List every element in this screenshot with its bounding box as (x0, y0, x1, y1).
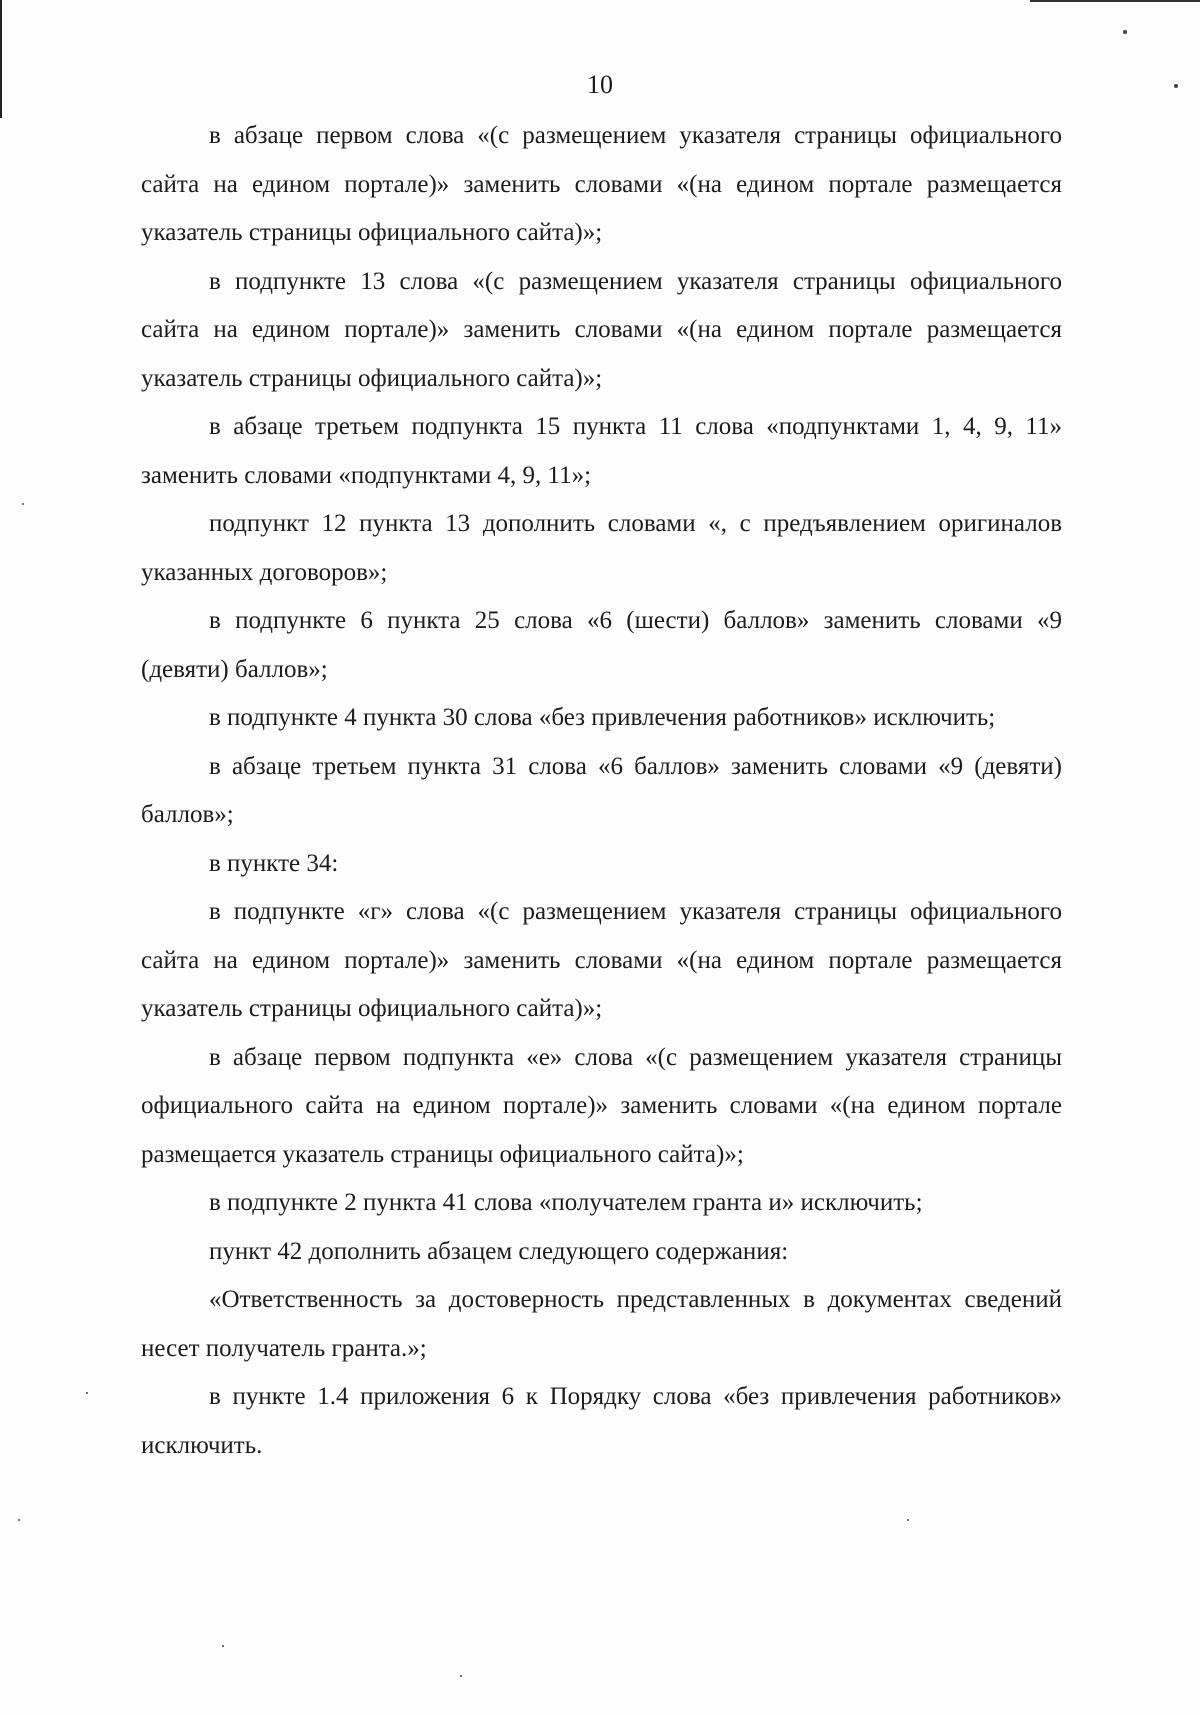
scan-edge-left (0, 0, 2, 118)
scan-speck (18, 1519, 20, 1521)
paragraph: в подпункте «г» слова «(с размещением указателя страницы официального сайта на едином портале)» заменить словами «(на едином портале размещается указатель страницы официального сайта)»; (141, 898, 1062, 1022)
paragraph: в пункте 34: (209, 849, 339, 877)
scan-speck (86, 1392, 88, 1394)
scan-speck (22, 503, 24, 505)
paragraph: в абзаце первом слова «(с размещением указателя страницы официального сайта на едином портале)» заменить словами «(на едином портале размещается указатель страницы официального сайта)»; (141, 122, 1062, 246)
paragraph: в подпункте 4 пункта 30 слова «без привлечения работников» исключить; (209, 704, 996, 731)
paragraph: в подпункте 2 пункта 41 слова «получателем гранта и» исключить; (209, 1189, 923, 1216)
paragraph: в пункте 1.4 приложения 6 к Порядку слова «без привлечения работников» исключить. (141, 1383, 1062, 1459)
scan-speck (460, 1675, 462, 1677)
page-number: 10 (587, 70, 613, 99)
paragraph: в подпункте 6 пункта 25 слова «6 (шести) баллов» заменить словами «9 (девяти) баллов»; (141, 607, 1062, 683)
scan-edge-top (1030, 0, 1200, 2)
scan-speck (907, 1519, 909, 1521)
scan-speck (1123, 30, 1127, 34)
paragraph: подпункт 12 пункта 13 дополнить словами «, с предъявлением оригиналов указанных договоров»; (141, 510, 1062, 586)
paragraph: «Ответственность за достоверность представленных в документах сведений несет получатель гранта.»; (141, 1286, 1062, 1362)
document-body (141, 112, 1062, 1470)
paragraph: в абзаце третьем подпункта 15 пункта 11 слова «подпунктами 1, 4, 9, 11» заменить словами «подпунктами 4, 9, 11»; (141, 413, 1062, 489)
paragraph: в абзаце третьем пункта 31 слова «6 баллов» заменить словами «9 (девяти) баллов»; (141, 752, 1062, 828)
paragraph: в подпункте 13 слова «(с размещением указателя страницы официального сайта на едином портале)» заменить словами «(на едином портале размещается указатель страницы официального сайта)»; (141, 267, 1062, 392)
paragraph: в абзаце первом подпункта «е» слова «(с размещением указателя страницы официального сайта на едином портале)» заменить словами «(на едином портале размещается указатель страницы официального сайта)»; (141, 1043, 1062, 1168)
paragraph: пункт 42 дополнить абзацем следующего содержания: (209, 1237, 789, 1265)
scan-speck (222, 1645, 224, 1647)
